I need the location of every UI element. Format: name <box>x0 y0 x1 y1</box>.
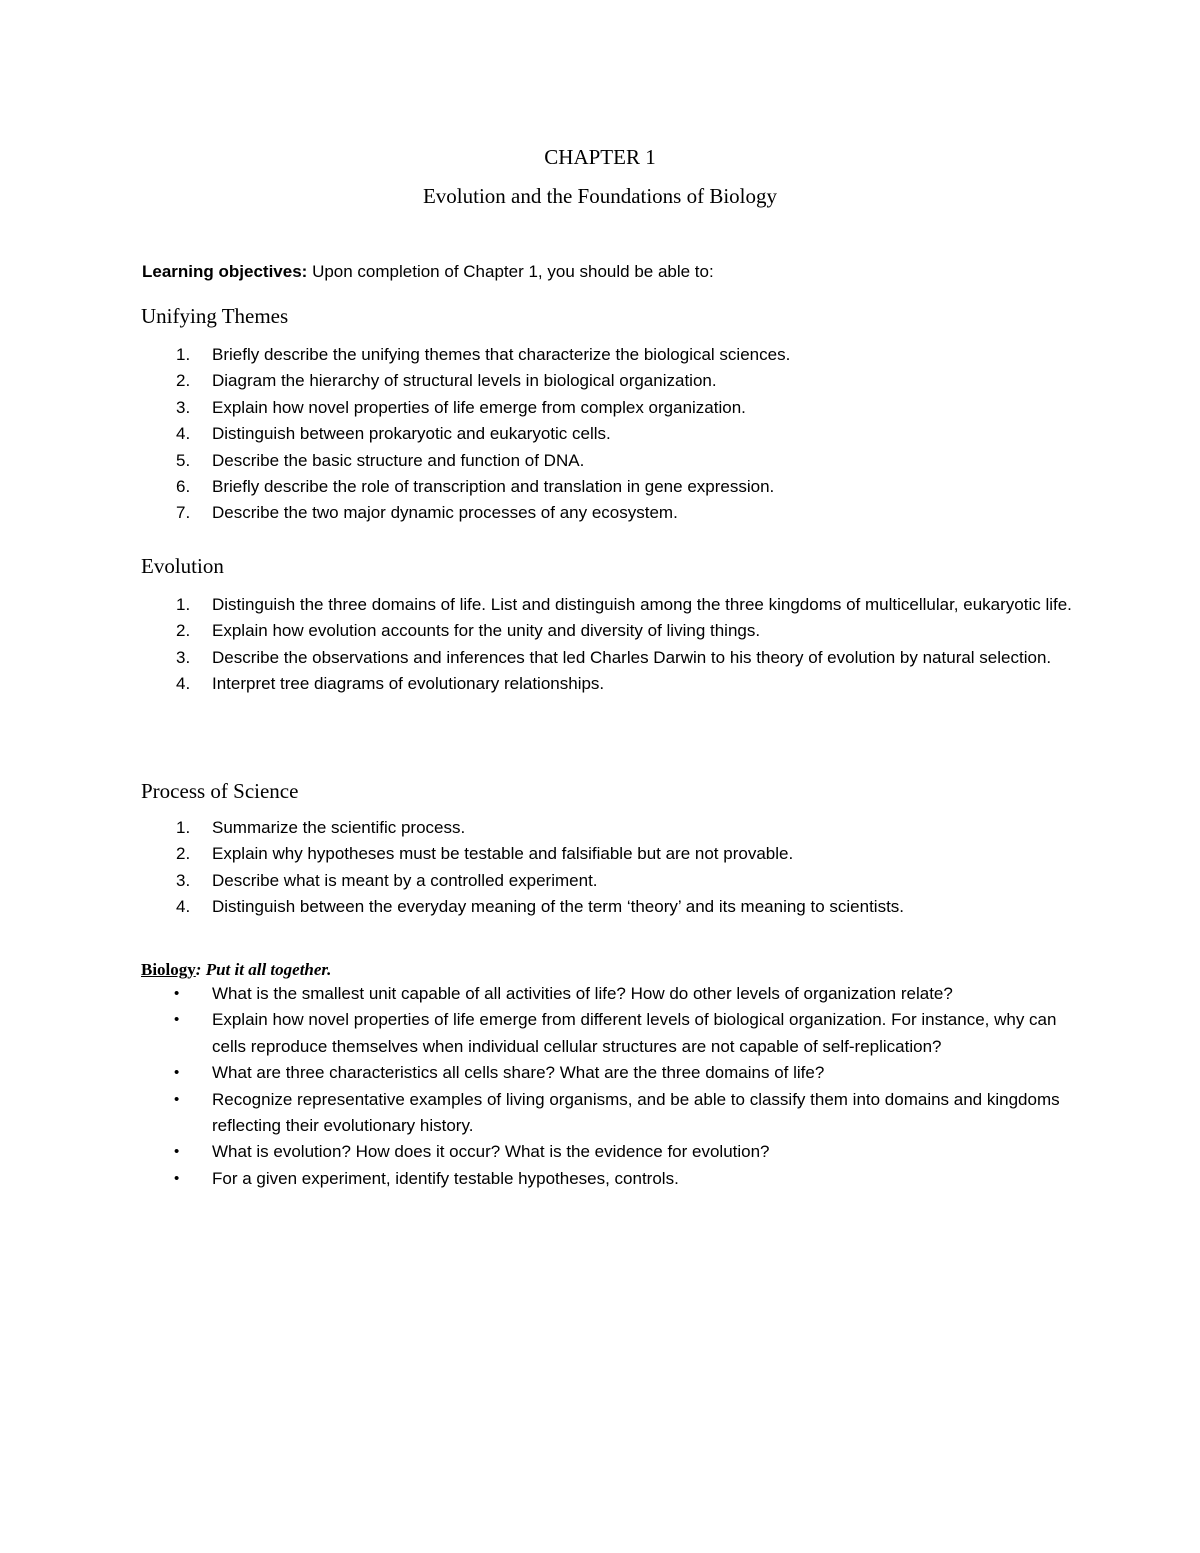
list-number: 3. <box>176 647 191 667</box>
section-heading-process-of-science: Process of Science <box>141 779 299 803</box>
list-item <box>0 1166 1200 1192</box>
list-item <box>0 1060 1200 1086</box>
list-item-text: What are three characteristics all cells share? What are the three domains of life? <box>212 1063 825 1083</box>
list-number: 4. <box>176 897 191 917</box>
learning-objectives-text: Upon completion of Chapter 1, you should be able to: <box>312 262 714 281</box>
learning-objectives-label: Learning objectives: <box>142 262 308 281</box>
list-item-text: Diagram the hierarchy of structural levels in biological organization. <box>212 371 717 391</box>
list-item-text: For a given experiment, identify testable hypotheses, controls. <box>212 1168 679 1188</box>
list-number: 3. <box>176 397 191 417</box>
list-item <box>0 592 1200 618</box>
biology-label: Biology <box>141 960 196 979</box>
list-item <box>0 981 1200 1007</box>
list-item-text: Distinguish the three domains of life. List and distinguish among the three kingdoms of multicellular, eukaryotic life. <box>212 595 1072 614</box>
bullet-icon: • <box>174 1064 180 1082</box>
list-item <box>0 1139 1200 1165</box>
list-number: 3. <box>176 870 191 890</box>
list-item <box>0 671 1200 697</box>
list-item-text: Distinguish between prokaryotic and eukaryotic cells. <box>212 424 611 444</box>
list-item <box>0 395 1200 421</box>
list-item <box>0 1007 1200 1060</box>
biology-separator: : <box>195 960 202 979</box>
list-item-text: Explain how novel properties of life emerge from complex organization. <box>212 397 746 417</box>
chapter-title: Evolution and the Foundations of Biology <box>422 184 778 208</box>
list-item-text: What is evolution? How does it occur? What is the evidence for evolution? <box>212 1142 770 1162</box>
process-of-science-list <box>0 815 1200 921</box>
bullet-icon: • <box>174 1011 180 1029</box>
list-number: 4. <box>176 424 191 444</box>
list-item-text: Distinguish between the everyday meaning of the term ‘theory’ and its meaning to scientists. <box>212 897 905 917</box>
list-number: 7. <box>176 503 191 523</box>
list-item-text: Briefly describe the unifying themes that characterize the biological sciences. <box>212 345 791 364</box>
list-item <box>0 421 1200 447</box>
list-number: 1. <box>176 595 191 614</box>
put-it-all-together-text: Put it all together. <box>205 960 332 979</box>
list-item-text: Describe the two major dynamic processes of any ecosystem. <box>212 503 678 523</box>
list-item-text: Describe the basic structure and function of DNA. <box>212 450 585 470</box>
list-number: 2. <box>176 844 191 864</box>
list-item-text: Describe the observations and inferences that led Charles Darwin to his theory of evolution by natural selection. <box>212 647 1052 667</box>
list-item <box>0 815 1200 841</box>
list-item-text: Describe what is meant by a controlled experiment. <box>212 870 598 890</box>
list-number: 2. <box>176 371 191 391</box>
list-item-text: Briefly describe the role of transcription and translation in gene expression. <box>212 477 775 497</box>
list-item-text: Summarize the scientific process. <box>212 818 466 837</box>
section-heading-evolution: Evolution <box>141 554 224 578</box>
bullet-icon: • <box>174 1090 180 1108</box>
evolution-list <box>0 592 1200 698</box>
list-item <box>0 500 1200 526</box>
list-number: 4. <box>176 674 191 694</box>
list-number: 2. <box>176 621 191 641</box>
list-item-text: Explain how evolution accounts for the unity and diversity of living things. <box>212 621 761 641</box>
list-item-text: Interpret tree diagrams of evolutionary relationships. <box>212 674 605 694</box>
bullet-icon: • <box>174 1169 180 1187</box>
bullet-icon: • <box>174 1143 180 1161</box>
chapter-label: CHAPTER 1 <box>544 145 656 169</box>
put-it-all-together-heading <box>141 958 331 982</box>
list-item-text: Explain why hypotheses must be testable and falsifiable but are not provable. <box>212 844 794 864</box>
list-item <box>0 618 1200 644</box>
list-item <box>0 368 1200 394</box>
learning-objectives-intro <box>142 261 714 283</box>
list-item-text: What is the smallest unit capable of all activities of life? How do other levels of organization relate? <box>212 984 953 1003</box>
list-item <box>0 645 1200 671</box>
list-item <box>0 448 1200 474</box>
list-item <box>0 1087 1200 1140</box>
list-item-text: Recognize representative examples of living organisms, and be able to classify them into domains and kingdoms reflecting their evolutionary history. <box>212 1089 1060 1136</box>
list-number: 5. <box>176 450 191 470</box>
put-it-all-together-list <box>0 981 1200 1192</box>
list-item <box>0 868 1200 894</box>
list-item <box>0 894 1200 920</box>
list-item <box>0 342 1200 368</box>
list-item <box>0 841 1200 867</box>
list-number: 1. <box>176 818 191 837</box>
list-item-text: Explain how novel properties of life emerge from different levels of biological organization. For instance, why can cells reproduce themselves when individual cellular structures are not capable of self-replication? <box>212 1010 1057 1056</box>
list-item <box>0 474 1200 500</box>
list-number: 6. <box>176 477 191 497</box>
list-number: 1. <box>176 345 191 364</box>
section-heading-unifying-themes: Unifying Themes <box>141 304 289 328</box>
bullet-icon: • <box>174 985 180 1002</box>
unifying-themes-list <box>0 342 1200 527</box>
